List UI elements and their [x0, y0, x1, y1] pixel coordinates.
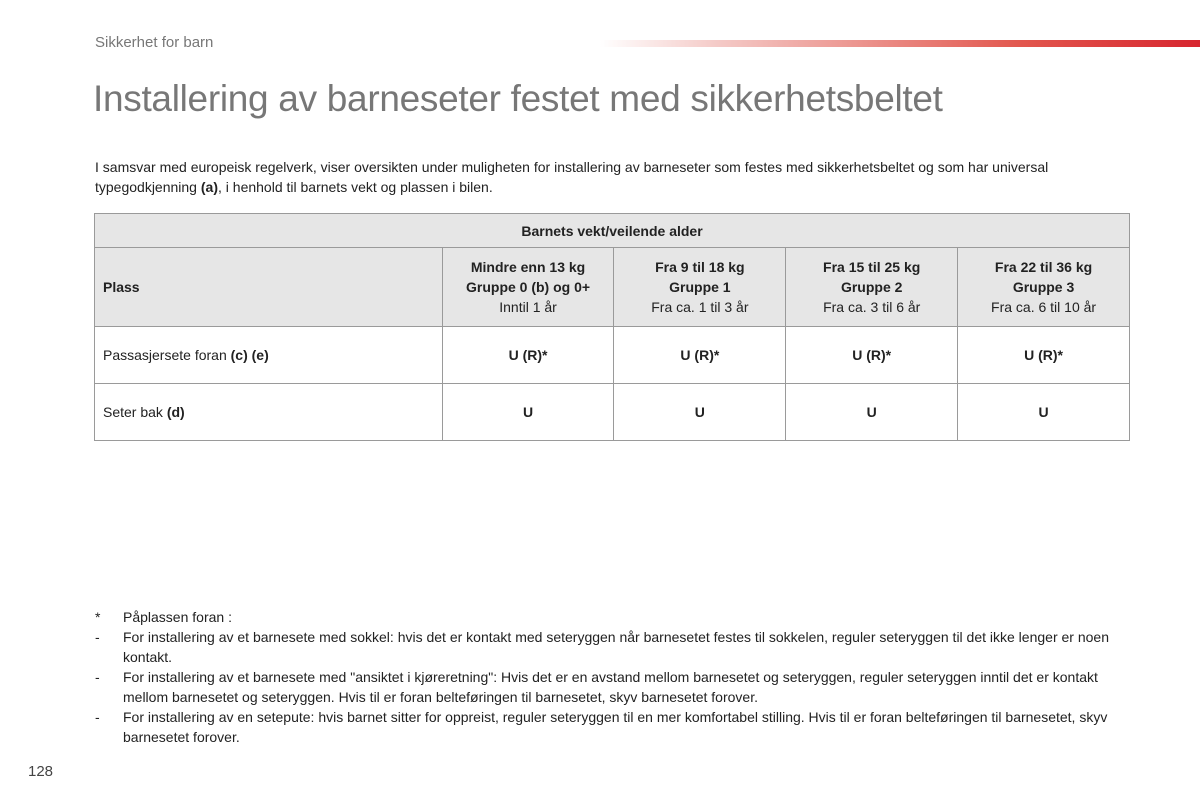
place-cell	[95, 327, 443, 384]
value-cell: U	[958, 384, 1130, 441]
group-weight: Fra 9 til 18 kg	[655, 259, 745, 275]
footnote-text: Påplassen foran :	[123, 609, 232, 625]
footnote-bullet: -	[95, 709, 100, 725]
section-label: Sikkerhet for barn	[95, 34, 214, 51]
footnote-item	[95, 707, 1135, 747]
weight-age-header: Barnets vekt/veilende alder	[95, 214, 1130, 248]
footnotes	[95, 607, 1135, 747]
place-label: Passasjersete foran	[103, 347, 231, 363]
footnote-bullet: -	[95, 669, 100, 685]
footnote-bullet: -	[95, 629, 100, 645]
value-cell: U	[442, 384, 614, 441]
place-label: Seter bak	[103, 404, 167, 420]
footnote-text: For installering av et barnesete med "ansiktet i kjøreretning": Hvis det er en avstand mellom barnesetet og seteryggen, reguler seteryggen inntil det er kontakt mellom barnesetet og seteryggen. Hvis til er foran belteføringen til barnesetet, skyv barnesetet forover.	[123, 669, 1098, 705]
footnote-item	[95, 667, 1135, 707]
value-cell: U (R)*	[958, 327, 1130, 384]
footnote-text: For installering av et barnesete med sokkel: hvis det er kontakt med seteryggen når barnesetet festes til sokkelen, reguler seteryggen til det ikke lenger er noen kontakt.	[123, 629, 1109, 665]
page-number: 128	[28, 763, 54, 780]
value-cell: U (R)*	[442, 327, 614, 384]
footnote-item	[95, 627, 1135, 667]
group-name: Gruppe 3	[1012, 279, 1075, 295]
group-name: Gruppe 1	[669, 279, 731, 295]
group-header-1	[614, 248, 786, 327]
group-age: Fra ca. 6 til 10 år	[991, 299, 1097, 315]
table-top-header-row	[95, 214, 1130, 248]
group-name: Gruppe 2	[840, 279, 903, 295]
group-header-0	[442, 248, 614, 327]
intro-paragraph	[95, 157, 1130, 197]
table-row-rear-seats	[95, 384, 1130, 441]
group-weight: Fra 15 til 25 kg	[823, 259, 921, 275]
group-age: Fra ca. 1 til 3 år	[651, 299, 749, 315]
value-cell: U	[614, 384, 786, 441]
footnote-text: For installering av en setepute: hvis barnet sitter for oppreist, reguler seteryggen til en mer komfortabel stilling. Hvis til er foran belteføringen til barnesetet, skyv barnesetet forover.	[123, 709, 1108, 745]
value-cell: U (R)*	[614, 327, 786, 384]
value-cell: U	[786, 384, 958, 441]
group-header-2	[786, 248, 958, 327]
place-ref: (c) (e)	[230, 347, 269, 363]
group-age: Fra ca. 3 til 6 år	[823, 299, 921, 315]
group-weight: Fra 22 til 36 kg	[994, 259, 1093, 275]
header-accent-bar	[600, 40, 1200, 47]
table-group-header-row	[95, 248, 1130, 327]
place-ref: (d)	[166, 404, 185, 420]
group-name: Gruppe 0 (b) og 0+	[466, 279, 591, 295]
group-age: Inntil 1 år	[499, 299, 557, 315]
table-row-front-seat	[95, 327, 1130, 384]
child-seat-table	[94, 213, 1130, 441]
intro-text-2: , i henhold til barnets vekt og plassen i bilen.	[218, 179, 493, 195]
group-weight: Mindre enn 13 kg	[470, 259, 586, 275]
intro-text-1: I samsvar med europeisk regelverk, viser oversikten under muligheten for installering av barneseter som festes med sikkerhetsbeltet og som har universal typegodkjenning	[95, 159, 1049, 195]
group-header-3	[958, 248, 1130, 327]
intro-ref-a: (a)	[200, 179, 218, 195]
value-cell: U (R)*	[786, 327, 958, 384]
page-title: Installering av barneseter festet med sikkerhetsbeltet	[93, 78, 943, 119]
place-cell	[95, 384, 443, 441]
place-header: Plass	[95, 248, 443, 327]
footnote-item	[95, 607, 1135, 627]
footnote-bullet: *	[95, 609, 101, 625]
